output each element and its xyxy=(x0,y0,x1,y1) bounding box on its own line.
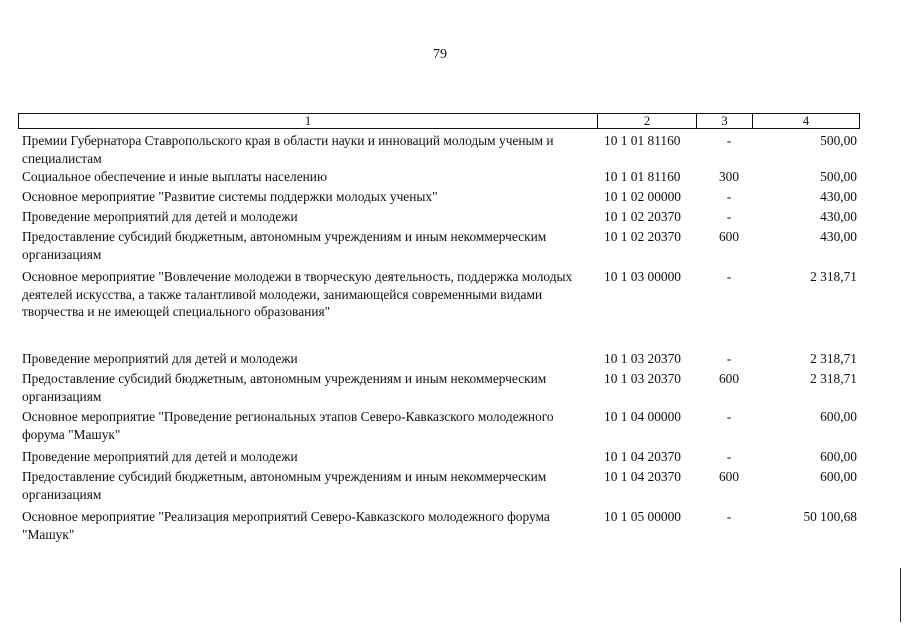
row-sum: 2 318,71 xyxy=(810,371,857,386)
row-sum: 600,00 xyxy=(820,449,857,464)
row-code: 10 1 04 20370 xyxy=(604,469,681,484)
row-name: Проведение мероприятий для детей и молодежи xyxy=(22,449,298,464)
row-name: Основное мероприятие "Проведение региональных этапов Северо-Кавказского молодежного форума "Машук" xyxy=(22,409,554,442)
page-number: 79 xyxy=(433,47,447,62)
table-header xyxy=(18,113,860,129)
row-sum: 2 318,71 xyxy=(810,351,857,366)
row-code: 10 1 02 20370 xyxy=(604,209,681,224)
row-name: Основное мероприятие "Реализация мероприятий Северо-Кавказского молодежного форума "Машук" xyxy=(22,509,550,542)
header-col-3: 3 xyxy=(697,114,753,128)
row-name: Премии Губернатора Ставропольского края в области науки и инноваций молодым ученым и специалистам xyxy=(22,133,554,166)
row-sum: 430,00 xyxy=(820,189,857,204)
header-col-2: 2 xyxy=(598,114,697,128)
table-row xyxy=(22,168,862,188)
row-sum: 430,00 xyxy=(820,229,857,244)
header-col-1: 1 xyxy=(19,114,598,128)
table-row xyxy=(22,188,862,208)
row-sum: 600,00 xyxy=(820,469,857,484)
row-sum: 500,00 xyxy=(820,169,857,184)
table-row xyxy=(22,208,862,228)
row-type: - xyxy=(726,351,732,366)
row-code: 10 1 02 20370 xyxy=(604,229,681,244)
row-type: 600 xyxy=(718,371,740,386)
row-sum: 50 100,68 xyxy=(803,509,857,524)
row-code: 10 1 01 81160 xyxy=(604,133,681,148)
row-name: Основное мероприятие "Развитие системы поддержки молодых ученых" xyxy=(22,189,438,204)
row-type: - xyxy=(726,133,732,148)
table-row xyxy=(22,228,862,268)
row-sum: 2 318,71 xyxy=(810,269,857,284)
row-code: 10 1 02 00000 xyxy=(604,189,681,204)
table-row xyxy=(22,370,862,408)
row-name: Предоставление субсидий бюджетным, автономным учреждениям и иным некоммерческим организациям xyxy=(22,371,547,404)
row-type: 300 xyxy=(718,169,740,184)
row-name: Предоставление субсидий бюджетным, автономным учреждениям и иным некоммерческим организациям xyxy=(22,469,547,502)
row-name: Проведение мероприятий для детей и молодежи xyxy=(22,351,298,366)
row-code: 10 1 03 00000 xyxy=(604,269,681,284)
header-col-4: 4 xyxy=(802,113,810,128)
row-code: 10 1 04 20370 xyxy=(604,449,681,464)
table-row xyxy=(22,268,862,350)
row-code: 10 1 04 00000 xyxy=(604,409,681,424)
row-type: - xyxy=(726,509,732,524)
table-row xyxy=(22,448,862,468)
row-sum: 430,00 xyxy=(820,209,857,224)
row-name: Предоставление субсидий бюджетным, автономным учреждениям и иным некоммерческим организациям xyxy=(22,229,547,262)
table-row xyxy=(22,408,862,448)
row-code: 10 1 03 20370 xyxy=(604,371,681,386)
row-type: - xyxy=(726,449,732,464)
row-name: Проведение мероприятий для детей и молодежи xyxy=(22,209,298,224)
row-name: Социальное обеспечение и иные выплаты населению xyxy=(22,169,327,184)
budget-table-body xyxy=(22,132,862,548)
table-row xyxy=(22,350,862,370)
row-type: 600 xyxy=(718,229,740,244)
row-code: 10 1 01 81160 xyxy=(604,169,681,184)
table-row xyxy=(22,468,862,508)
row-code: 10 1 03 20370 xyxy=(604,351,681,366)
table-row xyxy=(22,508,862,548)
row-type: 600 xyxy=(718,469,740,484)
row-sum: 600,00 xyxy=(820,409,857,424)
row-name: Основное мероприятие "Вовлечение молодежи в творческую деятельность, поддержка молодых деятелей искусства, а также талантливой молодежи, занимающейся современными видами творчества и не имеющей специального образования" xyxy=(22,269,573,319)
row-type: - xyxy=(726,189,732,204)
scan-margin-line xyxy=(900,568,901,622)
row-type: - xyxy=(726,269,732,284)
table-row xyxy=(22,132,862,168)
row-sum: 500,00 xyxy=(820,133,857,148)
row-type: - xyxy=(726,209,732,224)
row-type: - xyxy=(726,409,732,424)
row-code: 10 1 05 00000 xyxy=(604,509,681,524)
